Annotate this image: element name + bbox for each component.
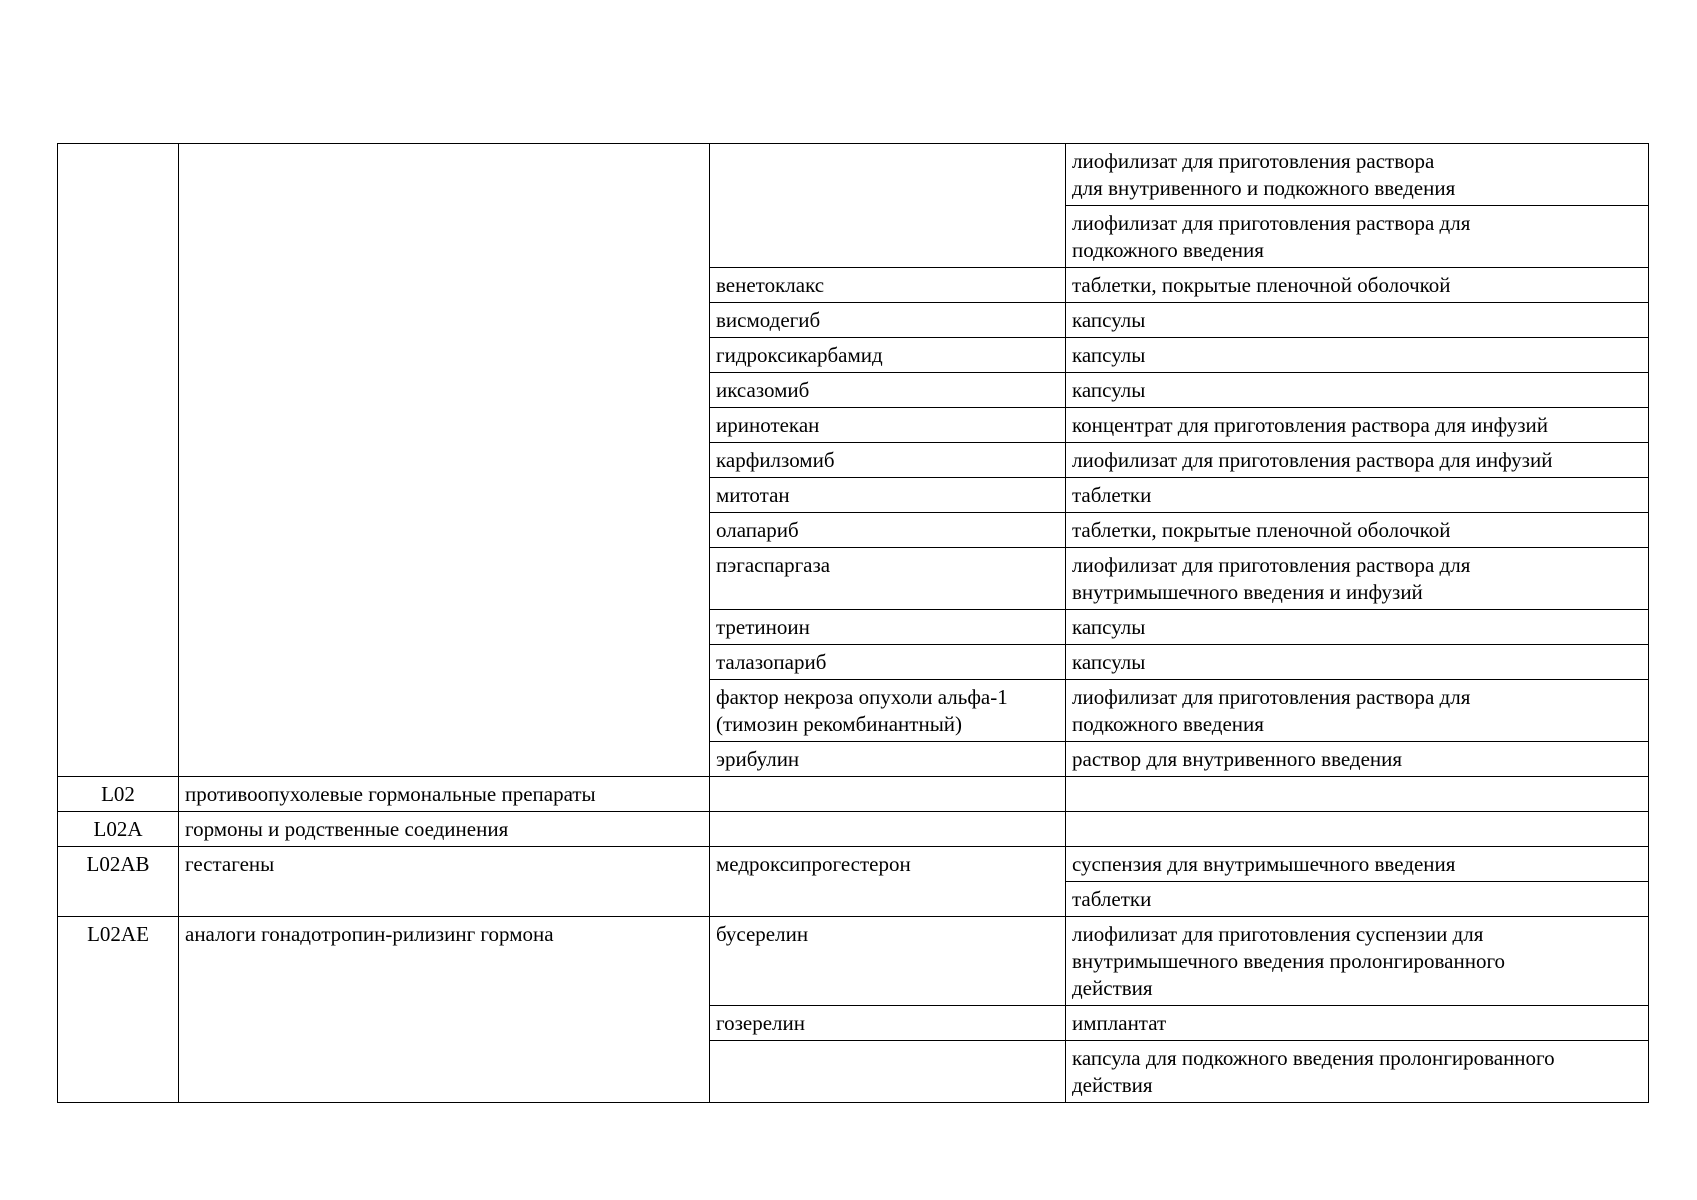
dosage-form-cell: лиофилизат для приготовления раствора для внутримышечного введения и инфузий [1066,548,1649,610]
atc-group-cell: противоопухолевые гормональные препараты [179,777,710,812]
drug-name-cell [710,1041,1066,1103]
dosage-form-cell: концентрат для приготовления раствора для инфузий [1066,408,1649,443]
atc-code-cell: L02 [58,777,179,812]
drug-name-cell: иринотекан [710,408,1066,443]
dosage-form-cell [1066,777,1649,812]
dosage-form-cell: таблетки, покрытые пленочной оболочкой [1066,268,1649,303]
drug-name-cell: фактор некроза опухоли альфа-1 (тимозин рекомбинантный) [710,680,1066,742]
dosage-form-cell: лиофилизат для приготовления раствора для инфузий [1066,443,1649,478]
drug-name-cell [710,812,1066,847]
drug-name-cell: венетоклакс [710,268,1066,303]
atc-group-cell: аналоги гонадотропин-рилизинг гормона [179,917,710,1103]
drug-name-cell: гидроксикарбамид [710,338,1066,373]
dosage-form-cell: раствор для внутривенного введения [1066,742,1649,777]
drug-name-cell: карфилзомиб [710,443,1066,478]
dosage-form-cell [1066,812,1649,847]
drug-name-cell: эрибулин [710,742,1066,777]
drug-name-cell: пэгаспаргаза [710,548,1066,610]
dosage-form-cell: лиофилизат для приготовления раствора для внутривенного и подкожного введения [1066,144,1649,206]
atc-group-cell [179,144,710,777]
drug-list-table [57,143,1649,1103]
drug-name-cell: талазопариб [710,645,1066,680]
drug-name-cell: олапариб [710,513,1066,548]
dosage-form-cell: капсулы [1066,373,1649,408]
table-row [58,847,1649,882]
dosage-form-cell: капсулы [1066,610,1649,645]
atc-group-cell: гестагены [179,847,710,917]
dosage-form-cell: капсулы [1066,303,1649,338]
dosage-form-cell: лиофилизат для приготовления раствора для подкожного введения [1066,680,1649,742]
dosage-form-cell: суспензия для внутримышечного введения [1066,847,1649,882]
atc-code-cell: L02AE [58,917,179,1103]
dosage-form-cell: таблетки, покрытые пленочной оболочкой [1066,513,1649,548]
table-row [58,144,1649,206]
atc-code-cell: L02AB [58,847,179,917]
dosage-form-cell: таблетки [1066,478,1649,513]
drug-name-cell: бусерелин [710,917,1066,1006]
dosage-form-cell: имплантат [1066,1006,1649,1041]
dosage-form-cell: капсулы [1066,338,1649,373]
atc-group-cell: гормоны и родственные соединения [179,812,710,847]
dosage-form-cell: капсулы [1066,645,1649,680]
atc-code-cell [58,144,179,777]
drug-name-cell [710,777,1066,812]
table-row [58,812,1649,847]
drug-name-cell [710,144,1066,268]
dosage-form-cell: лиофилизат для приготовления раствора для подкожного введения [1066,206,1649,268]
drug-name-cell: гозерелин [710,1006,1066,1041]
drug-name-cell: третиноин [710,610,1066,645]
dosage-form-cell: таблетки [1066,882,1649,917]
drug-name-cell: иксазомиб [710,373,1066,408]
dosage-form-cell: лиофилизат для приготовления суспензии для внутримышечного введения пролонгированного действия [1066,917,1649,1006]
atc-code-cell: L02A [58,812,179,847]
table-row [58,777,1649,812]
drug-name-cell: медроксипрогестерон [710,847,1066,917]
drug-name-cell: висмодегиб [710,303,1066,338]
drug-name-cell: митотан [710,478,1066,513]
dosage-form-cell: капсула для подкожного введения пролонгированного действия [1066,1041,1649,1103]
table-row [58,917,1649,1006]
